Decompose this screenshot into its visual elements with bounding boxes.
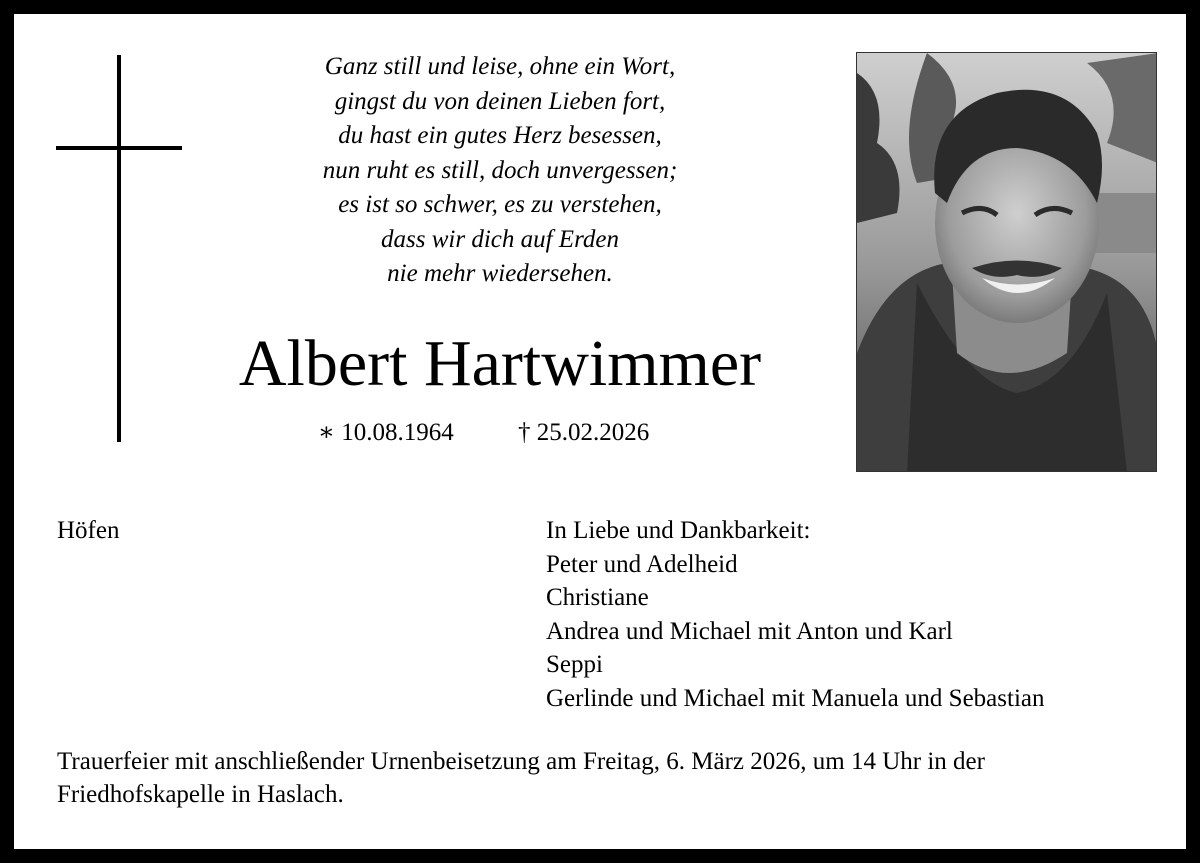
funeral-service-notice: Trauerfeier mit anschließender Urnenbeisetzung am Freitag, 6. März 2026, um 14 Uhr in der Friedhofskapelle in Haslach. xyxy=(57,748,985,808)
death-date: † 25.02.2026 xyxy=(518,419,650,446)
poem-line: dass wir dich auf Erden xyxy=(381,225,619,253)
poem-line: Ganz still und leise, ohne ein Wort, xyxy=(324,53,676,80)
mourner-entry: Gerlinde und Michael mit Manuela und Sebastian xyxy=(546,684,1045,712)
poem-line: nie mehr wiedersehen. xyxy=(387,260,613,287)
deceased-name: Albert Hartwimmer xyxy=(238,327,762,400)
mourner-entry: Peter und Adelheid xyxy=(546,550,738,578)
poem-line: gingst du von deinen Lieben fort, xyxy=(334,87,666,115)
cross-vertical-bar xyxy=(117,55,121,442)
poem-line: du hast ein gutes Herz besessen, xyxy=(338,122,662,149)
mourner-entry: Christiane xyxy=(546,584,649,612)
memorial-poem xyxy=(200,50,800,292)
mourners-list xyxy=(546,514,1045,716)
poem-line: es ist so schwer, es zu verstehen, xyxy=(338,191,662,218)
birth-date: ∗ 10.08.1964 xyxy=(318,419,454,446)
portrait-photo xyxy=(856,52,1157,472)
mourner-entry: Seppi xyxy=(546,651,603,679)
poem-line: nun ruht es still, doch unvergessen; xyxy=(322,156,678,184)
mourner-entry: Andrea und Michael mit Anton und Karl xyxy=(546,617,953,645)
mourners-heading: In Liebe und Dankbarkeit: xyxy=(546,517,811,544)
residence-place: Höfen xyxy=(57,517,120,544)
cross-horizontal-bar xyxy=(56,146,182,150)
